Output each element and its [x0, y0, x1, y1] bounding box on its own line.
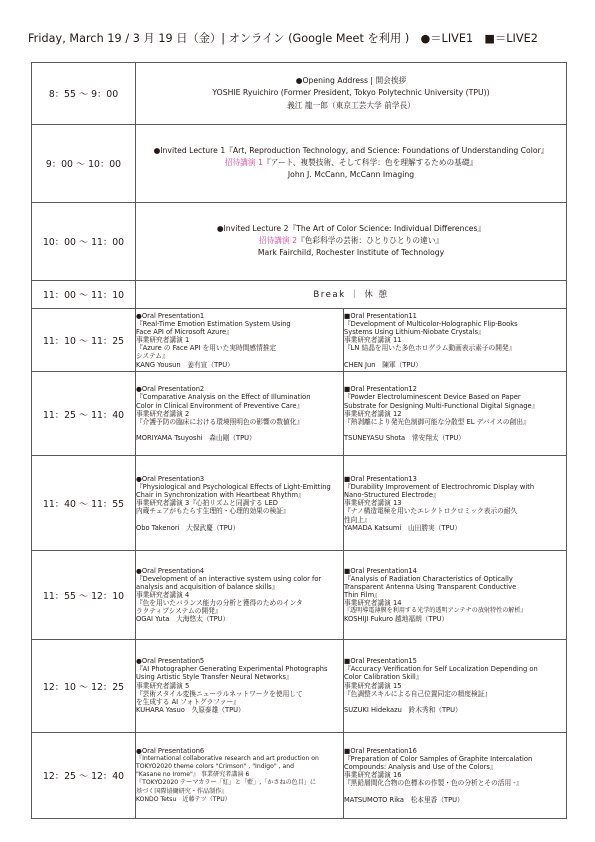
pres-author: KUHARA Yasuo 久原泰雄（TPU） [136, 706, 245, 715]
presentation-live1 [136, 732, 344, 818]
pres-line: Color Calibration Skill』 [344, 673, 423, 682]
presentation-live2 [344, 456, 567, 551]
schedule-table [31, 62, 567, 819]
pres-line: 『Comparative Analysis on the Effect of Illumination [136, 393, 311, 402]
pres-author: MORIYAMA Tsuyoshi 森山剛（TPU） [136, 434, 256, 443]
pres-line: ●Oral Presentation5 [136, 657, 205, 666]
pres-line: 『Accuracy Verification for Self Localization Depending on [344, 665, 538, 674]
lecture-title-jp: 招待講演 2『色彩科学の芸術：ひとりひとりの違い』 [258, 235, 444, 245]
pres-line: 『AI Photographer Generating Experimental Photographs [136, 665, 328, 674]
pres-author: CHEN Jun 陳軍（TPU） [344, 360, 422, 369]
pres-line: ■Oral Presentation12 [344, 385, 417, 394]
time-cell: 11：10 〜 11：25 [32, 309, 136, 372]
page-header: Friday, March 19 / 3 月 19 日（金）| オンライン (Google Meet を利用 ) ●＝LIVE1 ■＝LIVE2 [28, 32, 538, 45]
pres-line [344, 788, 566, 796]
pres-line: ■Oral Presentation11 [344, 311, 417, 320]
presentation-live2 [344, 309, 567, 372]
pres-line: 『透明導電薄膜を利用する光学的透明アンテナの放射特性の解析』 [344, 607, 527, 615]
pres-line: システム』 [136, 352, 169, 361]
pres-line: ●Oral Presentation2 [136, 385, 205, 394]
pres-line: 『芸術スタイル変換ニューラルネットワークを使用して [136, 689, 303, 698]
pres-line: ■Oral Presentation13 [344, 474, 417, 483]
pres-line: 『介護予防の臨床における環境照明色の影響の数値化』 [136, 417, 304, 426]
pres-line: 事業研究者講演 4 [136, 590, 190, 599]
pres-author: KONDO Tetsu 近藤テツ（TPU） [136, 795, 231, 803]
lecture-speaker: John J. McCann, McCann Imaging [287, 170, 415, 180]
pres-line: TOKYO2020 theme colors "Crimson" , "Indigo" , and [136, 763, 294, 771]
pres-line: 内蔵チェアがもたらす生理的・心理的効果の検証』 [136, 507, 290, 516]
pres-line: 事業研究者講演 5 [136, 681, 190, 690]
pres-line: 事業研究者講演 3『心拍リズムと同調する LED [136, 499, 278, 508]
pres-line: ●Oral Presentation6 [136, 746, 205, 755]
pres-line: ■Oral Presentation16 [344, 746, 417, 755]
session-row [32, 372, 567, 456]
time-cell: 9：00 〜 10：00 [32, 124, 136, 202]
pres-author: TSUNEYASU Shota 常安翔太（TPU） [344, 434, 465, 443]
presentation-live1 [136, 639, 344, 732]
pres-line: 『色調整スキルによる自己位置同定の精度検証』 [344, 689, 492, 698]
break-label: Break ｜ 休 憩 [136, 280, 567, 309]
session-row [32, 551, 567, 640]
pres-line: Thin Film』 [344, 590, 381, 599]
pres-author: YAMADA Katsumi 山田勝実（TPU） [344, 523, 462, 532]
pres-line [344, 352, 566, 360]
opening-speaker: YOSHIE Ryuichiro (Former President, Tokyo Polytechnic University (TPU)) [212, 88, 490, 98]
lecture-title: ●Invited Lecture 2『The Art of Color Science: Individual Differences』 [216, 223, 486, 233]
presentation-live2 [344, 732, 567, 818]
pres-line: 『TOKYO2020 テーマカラー「紅」と「藍」,「かさねの色目」に [136, 779, 317, 787]
pres-line: 『Powder Electroluminescent Device Based on Paper [344, 393, 521, 402]
pres-author: Obo Takenori 大保武慶（TPU） [136, 523, 240, 532]
session-row [32, 639, 567, 732]
invited-lecture-2 [136, 202, 567, 280]
pres-line: Transparent Antenna Using Transparent Conductive [344, 582, 517, 591]
pres-line: 事業研究者講演 12 [344, 409, 402, 418]
lecture-title-jp: 招待講演 1『アート、複製技術、そして科学：色を理解するための基礎』 [224, 158, 478, 168]
pres-line: Systems Using Lithium-Niobate Crystals』 [344, 328, 485, 336]
session-row [32, 309, 567, 372]
pres-line: analysis and acquisition of balance skills』 [136, 582, 279, 591]
lecture1-row [32, 124, 567, 202]
session-row [32, 456, 567, 551]
presentation-live1 [136, 372, 344, 456]
lecture-speaker: Mark Fairchild, Rochester Institute of Technology [257, 248, 445, 258]
pres-line [344, 426, 566, 434]
pres-line: ラクティブシステムの開発』 [136, 607, 222, 616]
pres-line: 事業研究者講演 11 [344, 336, 402, 345]
pres-line: 『黒鉛層間化合物の色標本の作製・色の分析とその活用 -』 [344, 779, 523, 788]
session-row [32, 732, 567, 818]
pres-line: 『Development of Multicolor-Holographic Flip-Books [344, 319, 518, 328]
pres-line: 『LN 結晶を用いた多色ホログラム動画表示素子の開発』 [344, 344, 516, 353]
pres-line: 『Real-Time Emotion Estimation System Using [136, 319, 291, 328]
lecture-label-jp: 招待講演 2 [258, 235, 298, 245]
pres-line: Using Artistic Style Transfer Neural Networks』 [136, 673, 293, 682]
presentation-live1 [136, 309, 344, 372]
pres-author: KOSHIJI Fukuro 越地福朗（TPU） [344, 615, 449, 624]
opening-title: ●Opening Address | 開会挨拶 [295, 75, 407, 85]
time-cell: 10：00 〜 11：00 [32, 202, 136, 280]
invited-lecture-1 [136, 124, 567, 202]
pres-line [344, 698, 566, 706]
pres-line: 『Physiological and Psychological Effects of Light-Emitting [136, 482, 331, 491]
pres-line: Substrate for Designing Multi-Functional Digital Signage』 [344, 401, 539, 410]
pres-line: Chair in Synchronization with Heartbeat Rhythm』 [136, 491, 305, 500]
pres-line: 事業研究者講演 1 [136, 336, 190, 345]
presentation-live2 [344, 639, 567, 732]
pres-line: 事業研究者講演 16 [344, 771, 402, 780]
pres-author: MATSUMOTO Rika 松本里香（TPU） [344, 795, 464, 804]
pres-line: 性向上』 [344, 515, 371, 524]
pres-line: Nano-Structured Electrode』 [344, 491, 440, 500]
pres-line: を生成する AI フォトグラファー』 [136, 697, 240, 706]
pres-line: 『ナノ構造電極を用いたエレクトロクロミック表示の耐久 [344, 507, 518, 516]
break-row [32, 280, 567, 309]
pres-line: "Kasane no Irome"』 事業研究者講演 6 [136, 771, 250, 779]
pres-line: 『色を用いたバランス能力の分析と獲得のためのインタ [136, 599, 303, 608]
time-cell: 12：25 〜 12：40 [32, 732, 136, 818]
time-cell: 11：40 〜 11：55 [32, 456, 136, 551]
opening-speaker-jp: 義江 龍一郎（東京工芸大学 前学長） [287, 100, 415, 110]
presentation-live1 [136, 551, 344, 640]
pres-line: 『熱剥離により発光色制御可能な分散型 EL デバイスの創出』 [344, 417, 530, 426]
pres-line [136, 516, 343, 524]
pres-line: ■Oral Presentation15 [344, 657, 417, 666]
pres-line: 『Preparation of Color Samples of Graphite Intercalation [344, 754, 533, 763]
pres-author: KANG Yousun 姜有宣（TPU） [136, 360, 234, 369]
pres-author: OGAI Yuta 大海悠太（TPU） [136, 615, 230, 624]
pres-line: Color in Clinical Environment of Preventive Care』 [136, 401, 304, 410]
pres-line: 事業研究者講演 15 [344, 681, 402, 690]
opening-address [136, 63, 567, 125]
pres-line: ●Oral Presentation3 [136, 474, 205, 483]
pres-line: ●Oral Presentation4 [136, 566, 205, 575]
time-cell: 11：25 〜 11：40 [32, 372, 136, 456]
pres-author: SUZUKI Hidekazu 鈴木秀和（TPU） [344, 706, 462, 715]
pres-line: Compounds: Analysis and Use of the Colors』 [344, 763, 497, 772]
pres-line: ■Oral Presentation14 [344, 566, 417, 575]
lecture-title: ●Invited Lecture 1『Art, Reproduction Technology, and Science: Foundations of Understanding Color』 [153, 145, 549, 155]
presentation-live2 [344, 372, 567, 456]
pres-line: 事業研究者講演 14 [344, 599, 402, 608]
pres-line: 事業研究者講演 13 [344, 499, 402, 508]
pres-line: ●Oral Presentation1 [136, 311, 205, 320]
opening-row [32, 63, 567, 125]
pres-line: Face API of Microsoft Azure』 [136, 328, 233, 336]
pres-line: 『Azure の Face API を用いた実時間感情推定 [136, 344, 277, 353]
time-cell: 11：00 〜 11：10 [32, 280, 136, 309]
time-cell: 11：55 〜 12：10 [32, 551, 136, 640]
pres-line [136, 426, 343, 434]
presentation-live1 [136, 456, 344, 551]
pres-line: 『Development of an interactive system using color for [136, 574, 322, 583]
pres-line: 『International collaborative research and art production on [136, 754, 319, 762]
pres-line: 基づく国際協働研究・作品制作』 [136, 787, 228, 795]
pres-line: 『Analysis of Radiation Characteristics of Optically [344, 574, 513, 583]
lecture2-row [32, 202, 567, 280]
time-cell: 8：55 〜 9：00 [32, 63, 136, 125]
time-cell: 12：10 〜 12：25 [32, 639, 136, 732]
pres-line: 事業研究者講演 2 [136, 409, 190, 418]
pres-line: 『Durability Improvement of Electrochromic Display with [344, 482, 535, 491]
presentation-live2 [344, 551, 567, 640]
lecture-label-jp: 招待講演 1 [224, 158, 263, 168]
